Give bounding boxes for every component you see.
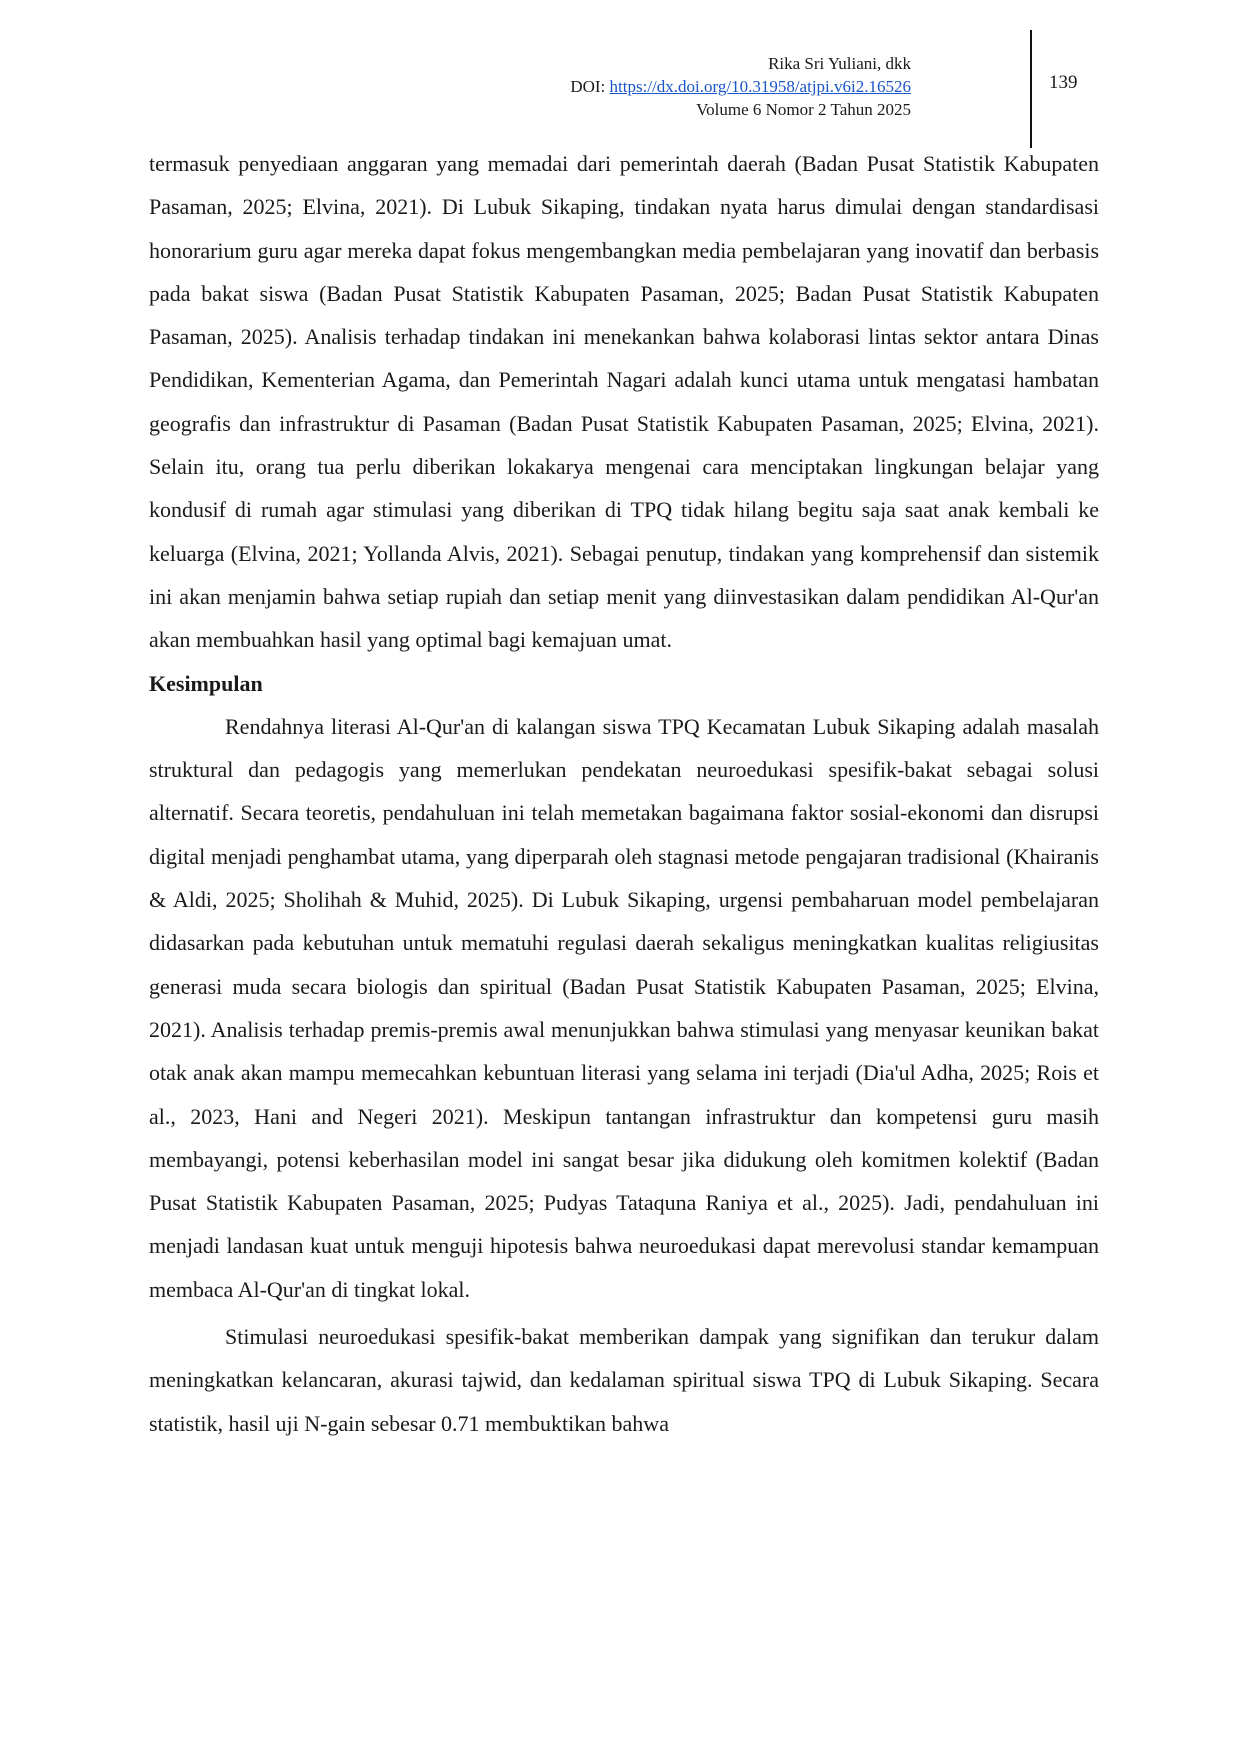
doi-label: DOI:: [570, 77, 606, 96]
page-number: 139: [1049, 72, 1078, 93]
header-divider: [1030, 30, 1032, 148]
article-body: [149, 142, 1099, 1445]
running-header: [570, 52, 911, 121]
author-line: Rika Sri Yuliani, dkk: [768, 54, 911, 73]
doi-link[interactable]: https://dx.doi.org/10.31958/atjpi.v6i2.16526: [609, 77, 911, 96]
paragraph-continued: termasuk penyediaan anggaran yang memadai dari pemerintah daerah (Badan Pusat Statistik Kabupaten Pasaman, 2025; Elvina, 2021). Di Lubuk Sikaping, tindakan nyata harus dimulai dengan standardisasi honorarium guru agar mereka dapat fokus mengembangkan media pembelajaran yang inovatif dan berbasis pada bakat siswa (Badan Pusat Statistik Kabupaten Pasaman, 2025; Badan Pusat Statistik Kabupaten Pasaman, 2025). Analisis terhadap tindakan ini menekankan bahwa kolaborasi lintas sektor antara Dinas Pendidikan, Kementerian Agama, dan Pemerintah Nagari adalah kunci utama untuk mengatasi hambatan geografis dan infrastruktur di Pasaman (Badan Pusat Statistik Kabupaten Pasaman, 2025; Elvina, 2021). Selain itu, orang tua perlu diberikan lokakarya mengenai cara menciptakan lingkungan belajar yang kondusif di rumah agar stimulasi yang diberikan di TPQ tidak hilang begitu saja saat anak kembali ke keluarga (Elvina, 2021; Yollanda Alvis, 2021). Sebagai penutup, tindakan yang komprehensif dan sistemik ini akan menjamin bahwa setiap rupiah dan setiap menit yang diinvestasikan dalam pendidikan Al-Qur'an akan membuahkan hasil yang optimal bagi kemajuan umat.: [149, 151, 1099, 653]
doi-line: [570, 75, 911, 98]
section-heading-kesimpulan: Kesimpulan: [149, 670, 263, 696]
volume-line: Volume 6 Nomor 2 Tahun 2025: [696, 100, 911, 119]
paragraph-conclusion-2: Stimulasi neuroedukasi spesifik-bakat memberikan dampak yang signifikan dan terukur dalam meningkatkan kelancaran, akurasi tajwid, dan kedalaman spiritual siswa TPQ di Lubuk Sikaping. Secara statistik, hasil uji N-gain sebesar 0.71 membuktikan bahwa: [149, 1324, 1099, 1436]
paragraph-conclusion-1: Rendahnya literasi Al-Qur'an di kalangan siswa TPQ Kecamatan Lubuk Sikaping adalah masalah struktural dan pedagogis yang memerlukan pendekatan neuroedukasi spesifik-bakat sebagai solusi alternatif. Secara teoretis, pendahuluan ini telah memetakan bagaimana faktor sosial-ekonomi dan disrupsi digital menjadi penghambat utama, yang diperparah oleh stagnasi metode pengajaran tradisional (Khairanis & Aldi, 2025; Sholihah & Muhid, 2025). Di Lubuk Sikaping, urgensi pembaharuan model pembelajaran didasarkan pada kebutuhan untuk mematuhi regulasi daerah sekaligus meningkatkan kualitas religiusitas generasi muda secara biologis dan spiritual (Badan Pusat Statistik Kabupaten Pasaman, 2025; Elvina, 2021). Analisis terhadap premis-premis awal menunjukkan bahwa stimulasi yang menyasar keunikan bakat otak anak akan mampu memecahkan kebuntuan literasi yang selama ini terjadi (Dia'ul Adha, 2025; Rois et al., 2023, Hani and Negeri 2021). Meskipun tantangan infrastruktur dan kompetensi guru masih membayangi, potensi keberhasilan model ini sangat besar jika didukung oleh komitmen kolektif (Badan Pusat Statistik Kabupaten Pasaman, 2025; Pudyas Tataquna Raniya et al., 2025). Jadi, pendahuluan ini menjadi landasan kuat untuk menguji hipotesis bahwa neuroedukasi dapat merevolusi standar kemampuan membaca Al-Qur'an di tingkat lokal.: [149, 713, 1099, 1302]
